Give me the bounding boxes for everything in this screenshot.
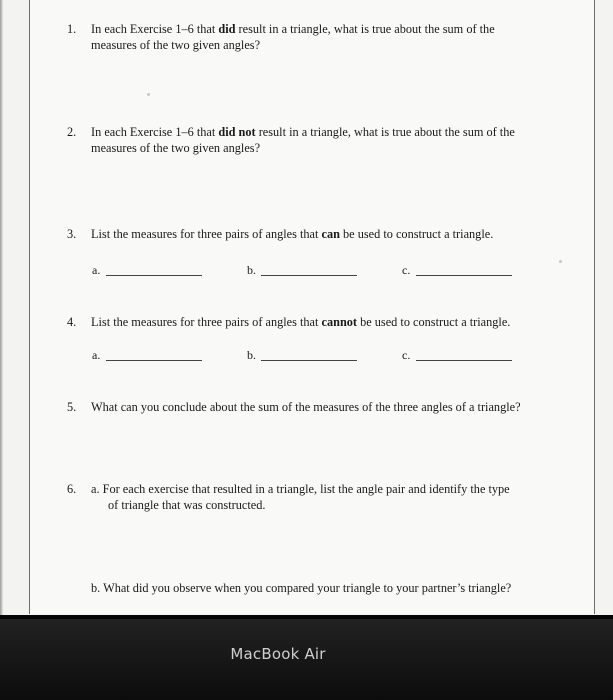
bezel-edge [0,615,613,619]
blank-line [106,360,202,361]
text-segment: For each exercise that resulted in a triangle, list the angle pair and identify the type [102,482,510,496]
text-segment: In each Exercise 1–6 that [91,125,219,139]
question-text [91,124,515,156]
blank-line [106,275,202,276]
question-text [91,314,510,330]
text-segment: be used to construct a triangle. [357,315,511,329]
question-part-a-continued: of triangle that was constructed. [108,498,266,512]
question-text [91,21,495,53]
emphasis-text: did not [218,125,256,139]
question-number: 3. [67,227,77,241]
text-segment: What did you observe when you compared your triangle to your partner’s triangle? [103,581,512,595]
paper-speck [147,93,150,96]
blank-line [261,360,357,361]
blank-line [416,360,512,361]
blank-line [261,275,357,276]
screen-edge [0,0,3,615]
emphasis-text: did [218,22,236,36]
text-segment: List the measures for three pairs of angles that [91,315,322,329]
text-segment: be used to construct a triangle. [339,227,494,241]
blank-line [416,275,512,276]
text-segment: measures of the two given angles? [91,38,261,52]
question-number: 5. [67,400,77,414]
question-text [91,226,493,242]
question-number: 2. [67,125,77,139]
text-segment: List the measures for three pairs of angles that [91,227,322,241]
question-part-b [91,581,511,595]
blank-label: b. [247,263,256,277]
blank-label: b. [247,348,256,362]
question-number: 4. [67,315,77,329]
question-part-a [91,481,510,497]
text-segment: result in a triangle, what is true about the sum of the [255,125,515,139]
blank-label: a. [92,263,101,277]
blank-label: a. [92,348,101,362]
emphasis-text: can [321,227,340,241]
question-number: 1. [67,22,77,36]
text-segment: measures of the two given angles? [91,141,261,155]
question-text: What can you conclude about the sum of the measures of the three angles of a triangle? [91,400,521,414]
blank-label: c. [402,348,411,362]
question-6-part-b [91,580,511,596]
question-number: 6. [67,482,77,496]
worksheet-page [29,0,595,614]
emphasis-text: cannot [321,315,358,329]
text-segment: result in a triangle, what is true about the sum of the [235,22,495,36]
part-label: b. [91,581,101,595]
part-label: a. [91,482,100,496]
paper-speck [559,260,562,263]
text-segment: In each Exercise 1–6 that [91,22,219,36]
blank-label: c. [402,263,411,277]
laptop-brand-label: MacBook Air [230,645,326,663]
